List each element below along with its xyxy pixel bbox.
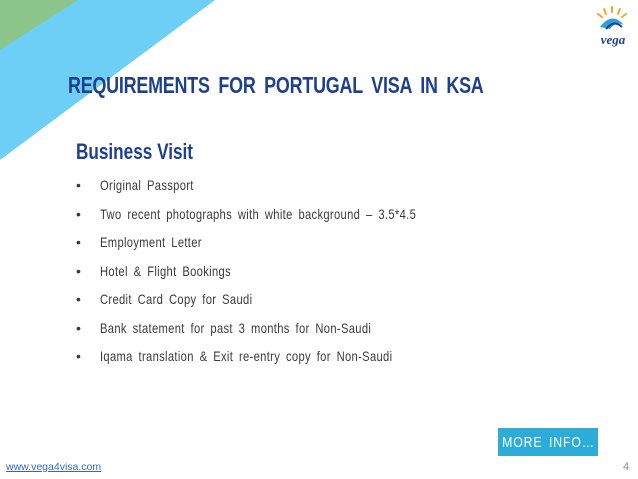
requirement-text: Credit Card Copy for Saudi [100,291,253,307]
section-subtitle: Business Visit [76,139,193,164]
list-item [76,317,495,346]
bullet: • [76,291,81,307]
list-item [76,288,495,317]
bullet: • [76,205,81,222]
list-item [76,174,495,203]
requirement-text: Bank statement for past 3 months for Non-Saudi [100,319,372,336]
vega-logo [590,5,636,49]
requirement-text: Two recent photographs with white background – 3.5*4.5 [100,205,417,222]
list-item [76,345,495,374]
bullet: • [76,348,81,364]
bullet: • [76,262,81,279]
requirement-text: Employment Letter [100,234,202,250]
list-item [76,203,495,232]
requirement-text: Hotel & Flight Bookings [100,262,231,279]
bullet: • [76,177,81,193]
requirement-text: Original Passport [100,177,194,193]
list-item [76,260,495,289]
more-info-button[interactable] [498,428,598,456]
requirements-list [76,174,495,374]
page-number: 4 [623,461,630,473]
requirement-text: Iqama translation & Exit re-entry copy for Non-Saudi [100,348,393,364]
website-link[interactable]: www.vega4visa.com [6,461,102,473]
list-item [76,231,495,260]
slide-title: REQUIREMENTS FOR PORTUGAL VISA IN KSA [68,72,484,98]
bullet: • [76,319,81,336]
logo-text: vega [600,32,626,47]
bullet: • [76,234,81,250]
sun-wave-logo-icon [590,5,636,49]
more-info-label: MORE INFO… [501,433,595,451]
